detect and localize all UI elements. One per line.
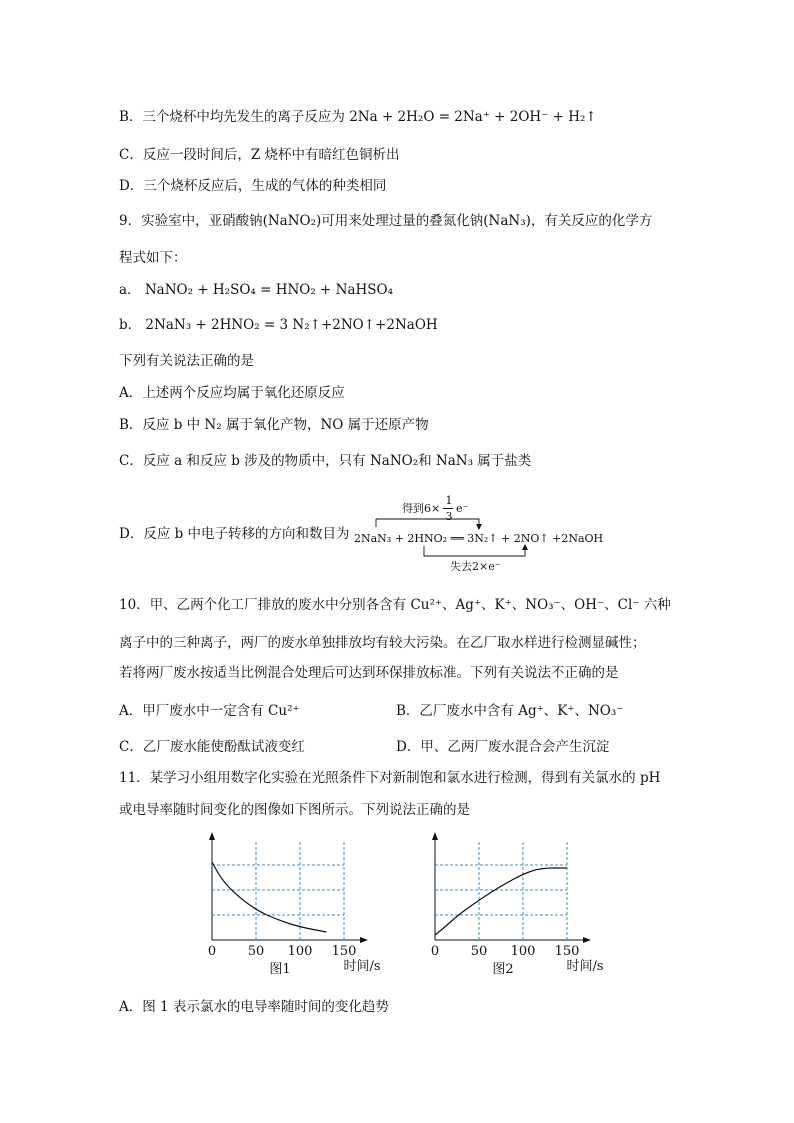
fig2-x-axis-label: 时间/s xyxy=(566,959,604,974)
fig1-y-axis-arrow xyxy=(209,832,215,840)
q8-option-c: C．反应一段时间后，Z 烧杯中有暗红色铜析出 xyxy=(119,147,400,163)
fig1-x-axis-label: 时间/s xyxy=(343,959,381,974)
fraction-numerator: 1 xyxy=(445,494,453,507)
electron-gain-label: 得到6× xyxy=(402,502,441,515)
q11-stem-line1: 11．某学习小组用数字化实验在光照条件下对新制饱和氯水进行检测，得到有关氯水的 pH xyxy=(119,770,661,786)
q9-option-a: A．上述两个反应均属于氧化还原反应 xyxy=(119,385,345,401)
electron-loss-label: 失去2×e⁻ xyxy=(450,560,501,573)
fig2-series-line-0 xyxy=(435,868,567,935)
fig1-x-axis-arrow xyxy=(360,937,368,943)
electron-transfer-diagram xyxy=(354,494,604,574)
figure-1-chart xyxy=(195,830,381,980)
fig2-y-axis-arrow xyxy=(432,832,438,840)
fig1-caption: 图1 xyxy=(269,962,291,977)
fig1-series-line-0 xyxy=(212,862,326,932)
fraction-denominator: 3 xyxy=(445,510,453,523)
electron-gain-unit: e⁻ xyxy=(456,502,469,515)
q9-equation-b: b． 2NaN₃ + 2HNO₂ = 3 N₂↑+2NO↑+2NaOH xyxy=(119,317,438,333)
fig2-tick-label-0: 0 xyxy=(430,944,440,959)
q9-prompt: 下列有关说法正确的是 xyxy=(119,353,254,369)
q10-option-d: D．甲、乙两厂废水混合会产生沉淀 xyxy=(396,739,610,755)
q10-stem-line2: 离子中的三种离子，两厂的废水单独排放均有较大污染。在乙厂取水样进行检测显碱性； xyxy=(119,635,646,651)
q9-option-c: C．反应 a 和反应 b 涉及的物质中，只有 NaNO₂和 NaN₃ 属于盐类 xyxy=(119,453,532,469)
fig2-x-axis-arrow xyxy=(583,937,591,943)
q10-option-c: C．乙厂废水能使酚酞试液变红 xyxy=(119,739,305,755)
fig1-tick-label-150: 150 xyxy=(331,944,357,959)
q10-stem-line1: 10．甲、乙两个化工厂排放的废水中分别各含有 Cu²⁺、Ag⁺、K⁺、NO₃⁻、OH⁻、Cl⁻ 六种 xyxy=(119,597,671,613)
q8-option-d: D．三个烧杯反应后，生成的气体的种类相同 xyxy=(119,178,387,194)
q11-stem-line2: 或电导率随时间变化的图像如下图所示。下列说法正确的是 xyxy=(119,802,470,818)
q9-stem-line1: 9．实验室中，亚硝酸钠(NaNO₂)可用来处理过量的叠氮化钠(NaN₃)，有关反应的化学方 xyxy=(119,213,653,229)
q9-option-d-label: D．反应 b 中电子转移的方向和数目为 xyxy=(119,526,350,542)
fig2-tick-label-100: 100 xyxy=(510,944,536,959)
q9-equation-a: a． NaNO₂ + H₂SO₄ = HNO₂ + NaHSO₄ xyxy=(119,282,394,298)
q10-option-a: A．甲厂废水中一定含有 Cu²⁺ xyxy=(119,703,300,719)
fig2-caption: 图2 xyxy=(492,962,514,977)
q8-option-b: B．三个烧杯中均先发生的离子反应为 2Na + 2H₂O = 2Na⁺ + 2OH⁻ + H₂↑ xyxy=(119,109,597,125)
q10-stem-line3: 若将两厂废水按适当比例混合处理后可达到环保排放标准。下列有关说法不正确的是 xyxy=(119,665,619,681)
fig2-tick-label-50: 50 xyxy=(470,944,488,959)
fig1-tick-label-50: 50 xyxy=(247,944,265,959)
figure-2-chart xyxy=(418,830,604,980)
reaction-equation: 2NaN₃ + 2HNO₂ ══ 3N₂↑ + 2NO↑ +2NaOH xyxy=(354,532,604,545)
q11-option-a: A．图 1 表示氯水的电导率随时间的变化趋势 xyxy=(119,999,389,1015)
fig2-tick-label-150: 150 xyxy=(554,944,580,959)
q9-option-b: B．反应 b 中 N₂ 属于氧化产物，NO 属于还原产物 xyxy=(119,417,429,433)
q10-option-b: B．乙厂废水中含有 Ag⁺、K⁺、NO₃⁻ xyxy=(396,703,624,719)
q9-stem-line2: 程式如下： xyxy=(119,250,187,266)
fig1-tick-label-0: 0 xyxy=(207,944,217,959)
fig1-tick-label-100: 100 xyxy=(287,944,313,959)
